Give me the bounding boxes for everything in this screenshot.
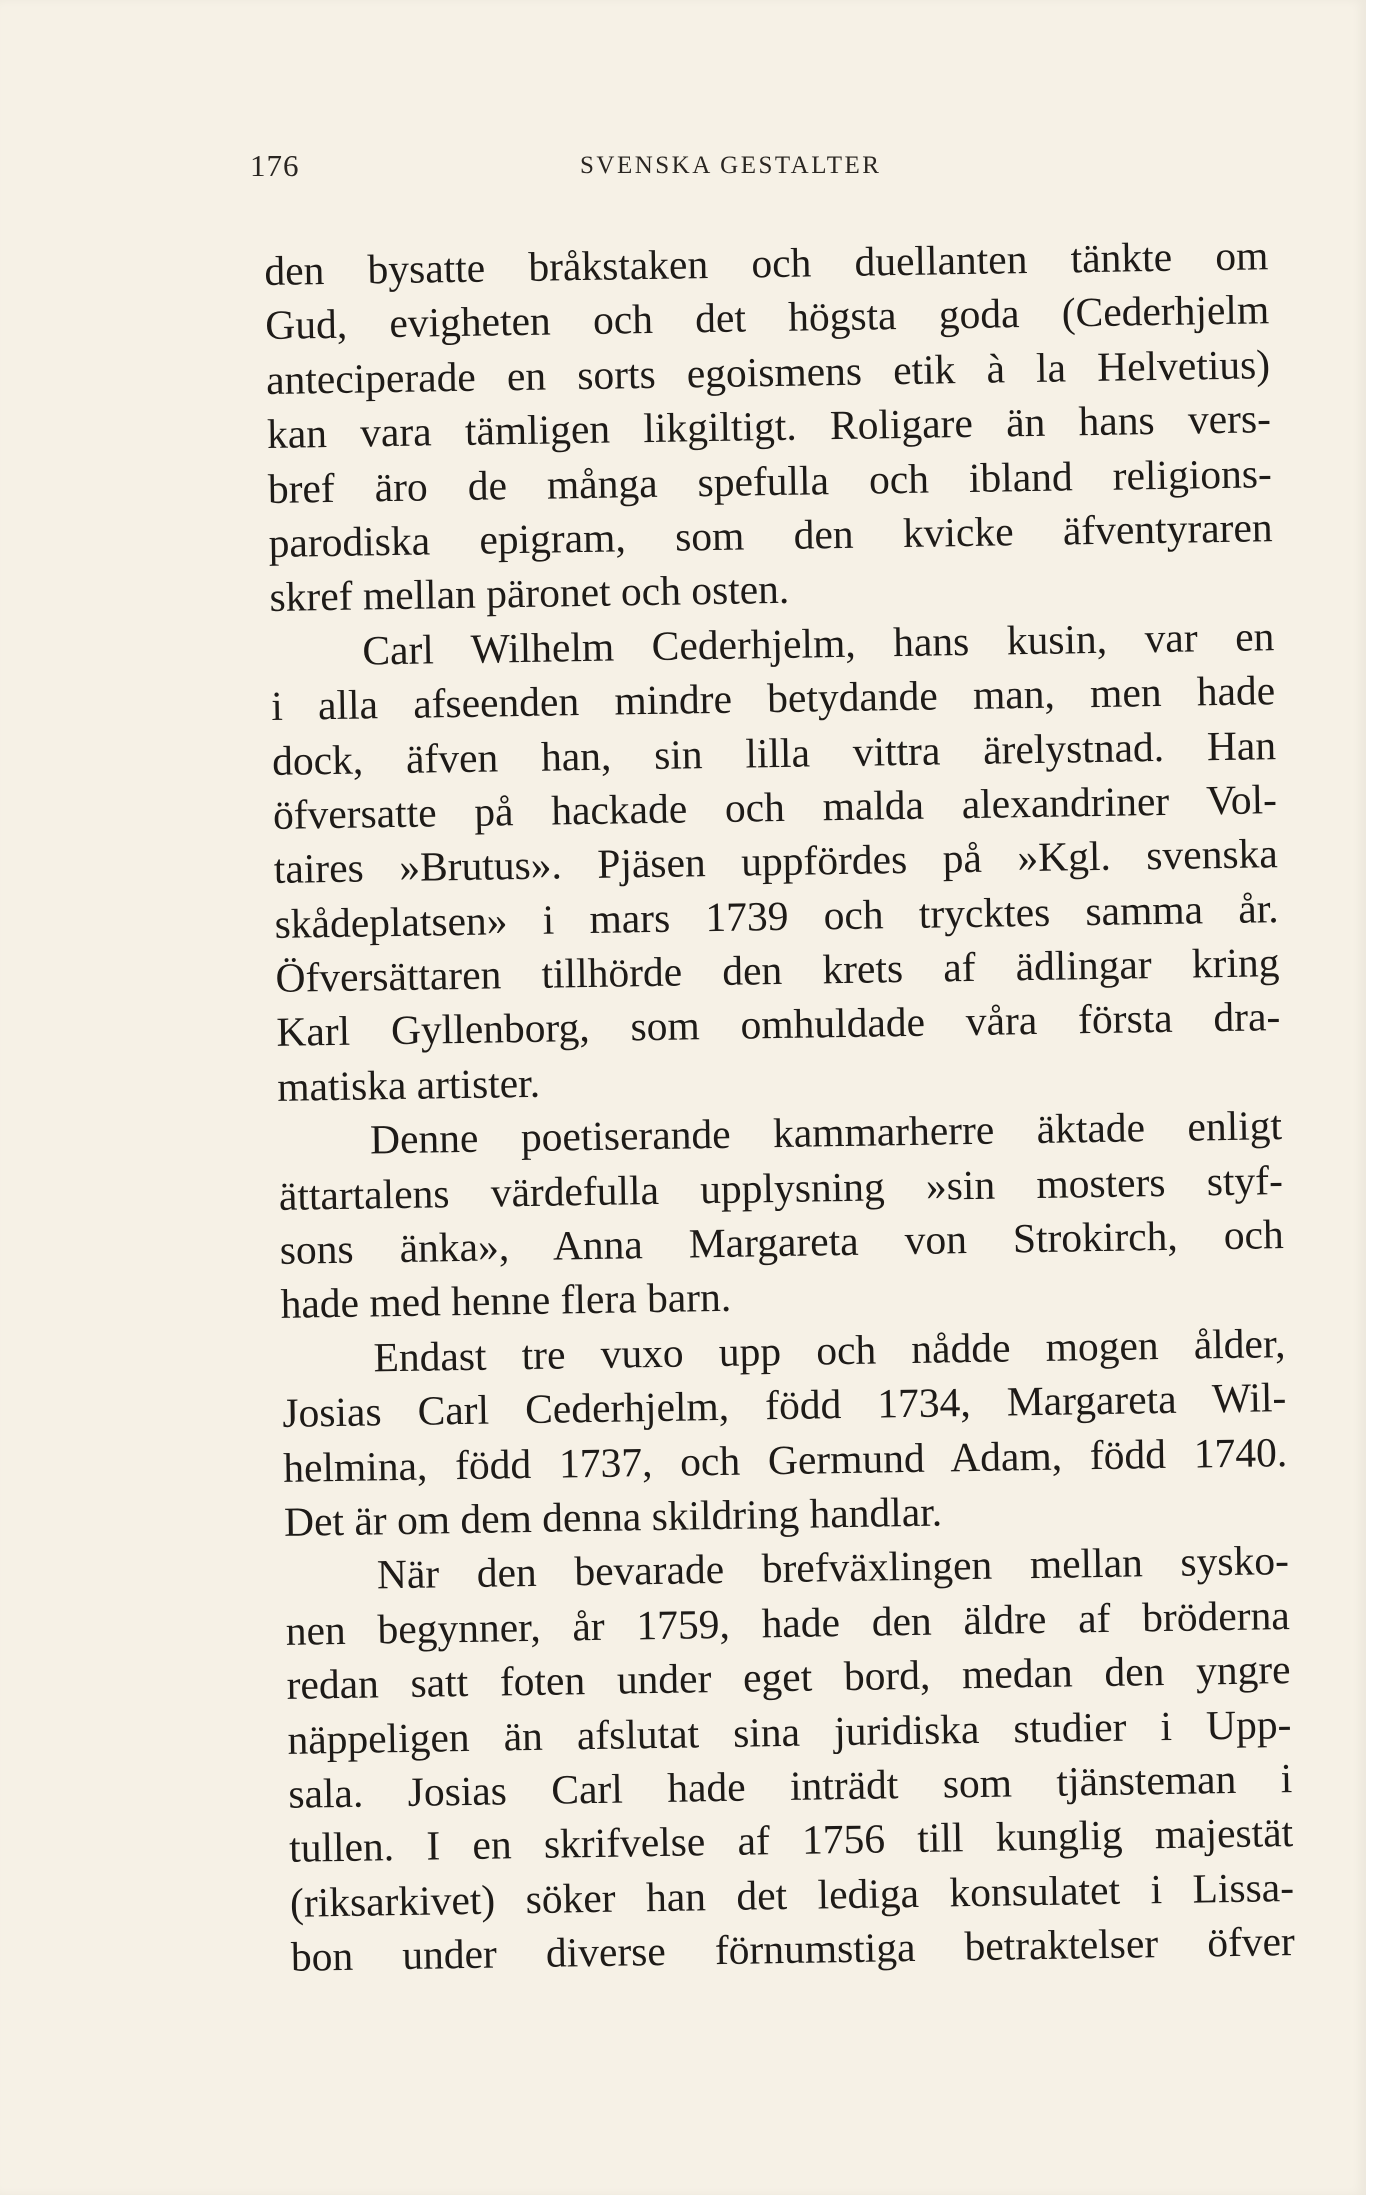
text-line: öfversatte på hackade och malda alexandriner Vol- — [272, 776, 1278, 838]
text-line: redan satt foten under eget bord, medan den yngre — [286, 1646, 1291, 1708]
text-line: Carl Wilhelm Cederhjelm, hans kusin, var en — [362, 612, 1275, 674]
text-line: När den bevarade brefväxlingen mellan sysko- — [376, 1537, 1290, 1598]
text-line: den bysatte bråkstaken och duellanten tänkte om — [264, 232, 1269, 294]
text-line: Det är om dem denna skildring handlar. — [283, 1488, 943, 1545]
text-line: kan vara tämligen likgiltigt. Roligare än hans vers- — [266, 395, 1272, 458]
text-line: helmina, född 1737, och Germund Adam, född 1740. — [282, 1428, 1288, 1491]
text-line: sala. Josias Carl hade inträdt som tjänsteman i — [287, 1754, 1293, 1817]
text-line: bon under diverse förnumstiga betraktelser öfver — [290, 1918, 1296, 1980]
text-line: (riksarkivet) söker han det lediga konsulatet i Lissa- — [289, 1863, 1295, 1926]
text-line: taires »Brutus». Pjäsen uppfördes på »Kgl. svenska — [273, 830, 1279, 893]
text-line: skref mellan päronet och osten. — [269, 566, 790, 621]
text-line: bref äro de många spefulla och ibland religions- — [267, 449, 1273, 512]
text-line: skådeplatsen» i mars 1739 och trycktes samma år. — [274, 884, 1279, 947]
text-line: Gud, evigheten och det högsta goda (Cederhjelm — [264, 286, 1270, 349]
text-line: näppeligen än afslutat sina juridiska studier i Upp- — [287, 1700, 1292, 1763]
text-line: tullen. I en skrifvelse af 1756 till kunglig majestät — [288, 1809, 1294, 1872]
text-line: Öfversättaren tillhörde den krets af ädlingar kring — [275, 939, 1280, 1001]
text-line: matiska artister. — [276, 1059, 541, 1110]
text-line: Josias Carl Cederhjelm, född 1734, Margareta Wil- — [282, 1374, 1287, 1437]
running-head — [250, 148, 1270, 188]
text-line: ättartalens värdefulla upplysning »sin mosters styf- — [278, 1156, 1284, 1219]
text-line: hade med henne flera barn. — [280, 1274, 732, 1328]
text-line: i alla afseenden mindre betydande man, men hade — [270, 667, 1276, 730]
page-number: 176 — [250, 148, 300, 183]
text-line: sons änka», Anna Margareta von Strokirch, och — [279, 1211, 1285, 1273]
text-line: nen begynner, år 1759, hade den äldre af bröderna — [285, 1591, 1291, 1654]
text-line: parodiska epigram, som den kvicke äfventyraren — [268, 504, 1273, 566]
text-line: Karl Gyllenborg, som omhuldade våra första dra- — [276, 993, 1281, 1056]
body-text — [264, 228, 1295, 1984]
running-title: SVENSKA GESTALTER — [580, 152, 882, 179]
text-line: anteciperade en sorts egoismens etik à la Helvetius) — [265, 340, 1271, 403]
text-line: Endast tre vuxo upp och nådde mogen ålder, — [373, 1319, 1286, 1381]
text-line: dock, äfven han, sin lilla vittra ärelystnad. Han — [271, 721, 1277, 784]
text-line: Denne poetiserande kammarherre äktade enligt — [369, 1102, 1283, 1163]
